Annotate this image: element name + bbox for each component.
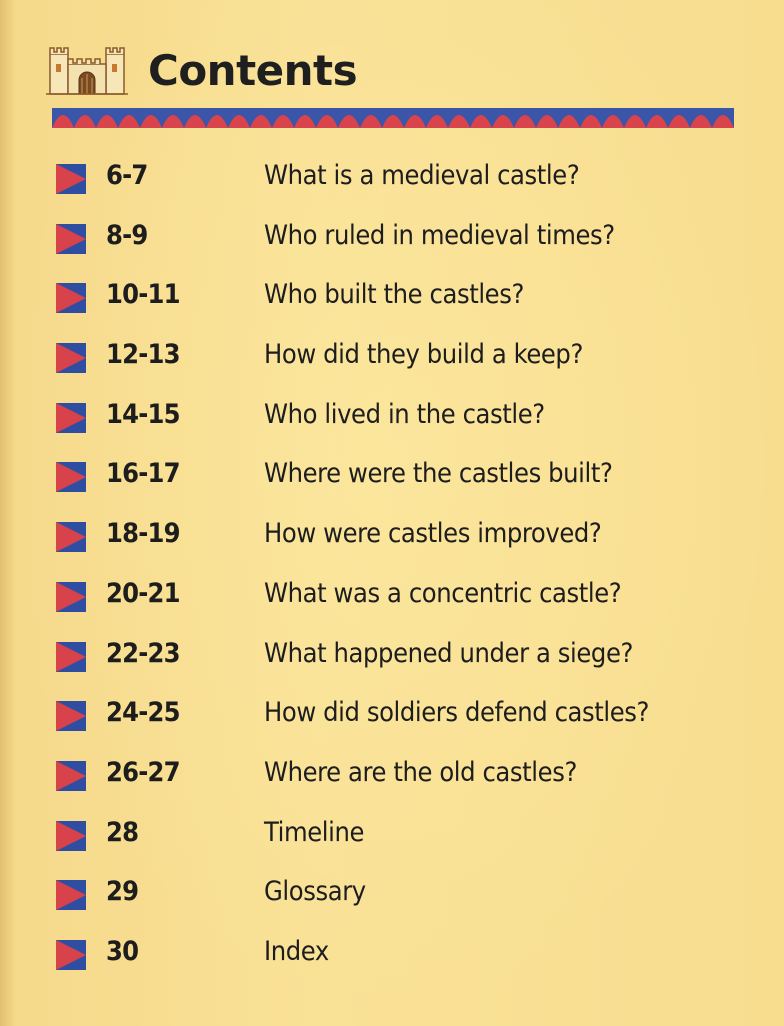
contents-entry (56, 269, 746, 329)
page-range: 8-9 (106, 219, 148, 251)
page-range: 6-7 (106, 160, 148, 191)
page-range: 16-17 (106, 458, 180, 490)
contents-list (56, 150, 746, 986)
entry-topic: What is a medieval castle? (264, 160, 580, 191)
contents-entry (56, 210, 746, 270)
decorative-border-band (52, 108, 734, 128)
page-range: 26-27 (106, 756, 180, 788)
castle-icon (46, 44, 128, 96)
entry-topic: Timeline (264, 816, 365, 848)
contents-entry (56, 150, 746, 210)
entry-topic: How did they build a keep? (264, 339, 583, 371)
page-range: 29 (106, 876, 139, 908)
bullet-marker-icon (56, 343, 86, 373)
entry-topic: What happened under a siege? (264, 637, 633, 669)
bullet-marker-icon (56, 642, 86, 672)
page-range: 24-25 (106, 697, 180, 729)
bullet-marker-icon (56, 880, 86, 910)
bullet-marker-icon (56, 403, 86, 433)
contents-entry (56, 448, 746, 508)
entry-topic: How did soldiers defend castles? (264, 697, 650, 729)
bullet-marker-icon (56, 164, 86, 194)
page-title: Contents (148, 45, 358, 95)
bullet-marker-icon (56, 522, 86, 552)
contents-entry (56, 807, 746, 867)
bullet-marker-icon (56, 224, 86, 254)
contents-entry (56, 329, 746, 389)
contents-entry (56, 687, 746, 747)
entry-topic: Who built the castles? (264, 279, 524, 311)
bullet-marker-icon (56, 701, 86, 731)
page-range: 22-23 (106, 637, 180, 669)
contents-entry (56, 508, 746, 568)
entry-topic: Where are the old castles? (264, 756, 577, 788)
page-range: 14-15 (106, 398, 180, 430)
page-header (46, 40, 357, 100)
contents-entry (56, 389, 746, 449)
page-range: 18-19 (106, 518, 180, 550)
entry-topic: Where were the castles built? (264, 458, 613, 490)
bullet-marker-icon (56, 283, 86, 313)
contents-entry (56, 568, 746, 628)
contents-entry (56, 926, 746, 986)
page-range: 10-11 (106, 279, 180, 311)
bullet-marker-icon (56, 821, 86, 851)
entry-topic: How were castles improved? (264, 518, 602, 550)
entry-topic: Glossary (264, 876, 366, 908)
contents-entry (56, 747, 746, 807)
entry-topic: Who ruled in medieval times? (264, 219, 615, 251)
page-range: 28 (106, 816, 139, 848)
bullet-marker-icon (56, 462, 86, 492)
bullet-marker-icon (56, 940, 86, 970)
entry-topic: Index (264, 935, 329, 967)
contents-entry (56, 628, 746, 688)
page-range: 20-21 (106, 577, 180, 609)
page-range: 30 (106, 935, 139, 967)
entry-topic: What was a concentric castle? (264, 577, 622, 609)
contents-entry (56, 866, 746, 926)
entry-topic: Who lived in the castle? (264, 398, 545, 430)
page-range: 12-13 (106, 339, 180, 371)
bullet-marker-icon (56, 761, 86, 791)
bullet-marker-icon (56, 582, 86, 612)
